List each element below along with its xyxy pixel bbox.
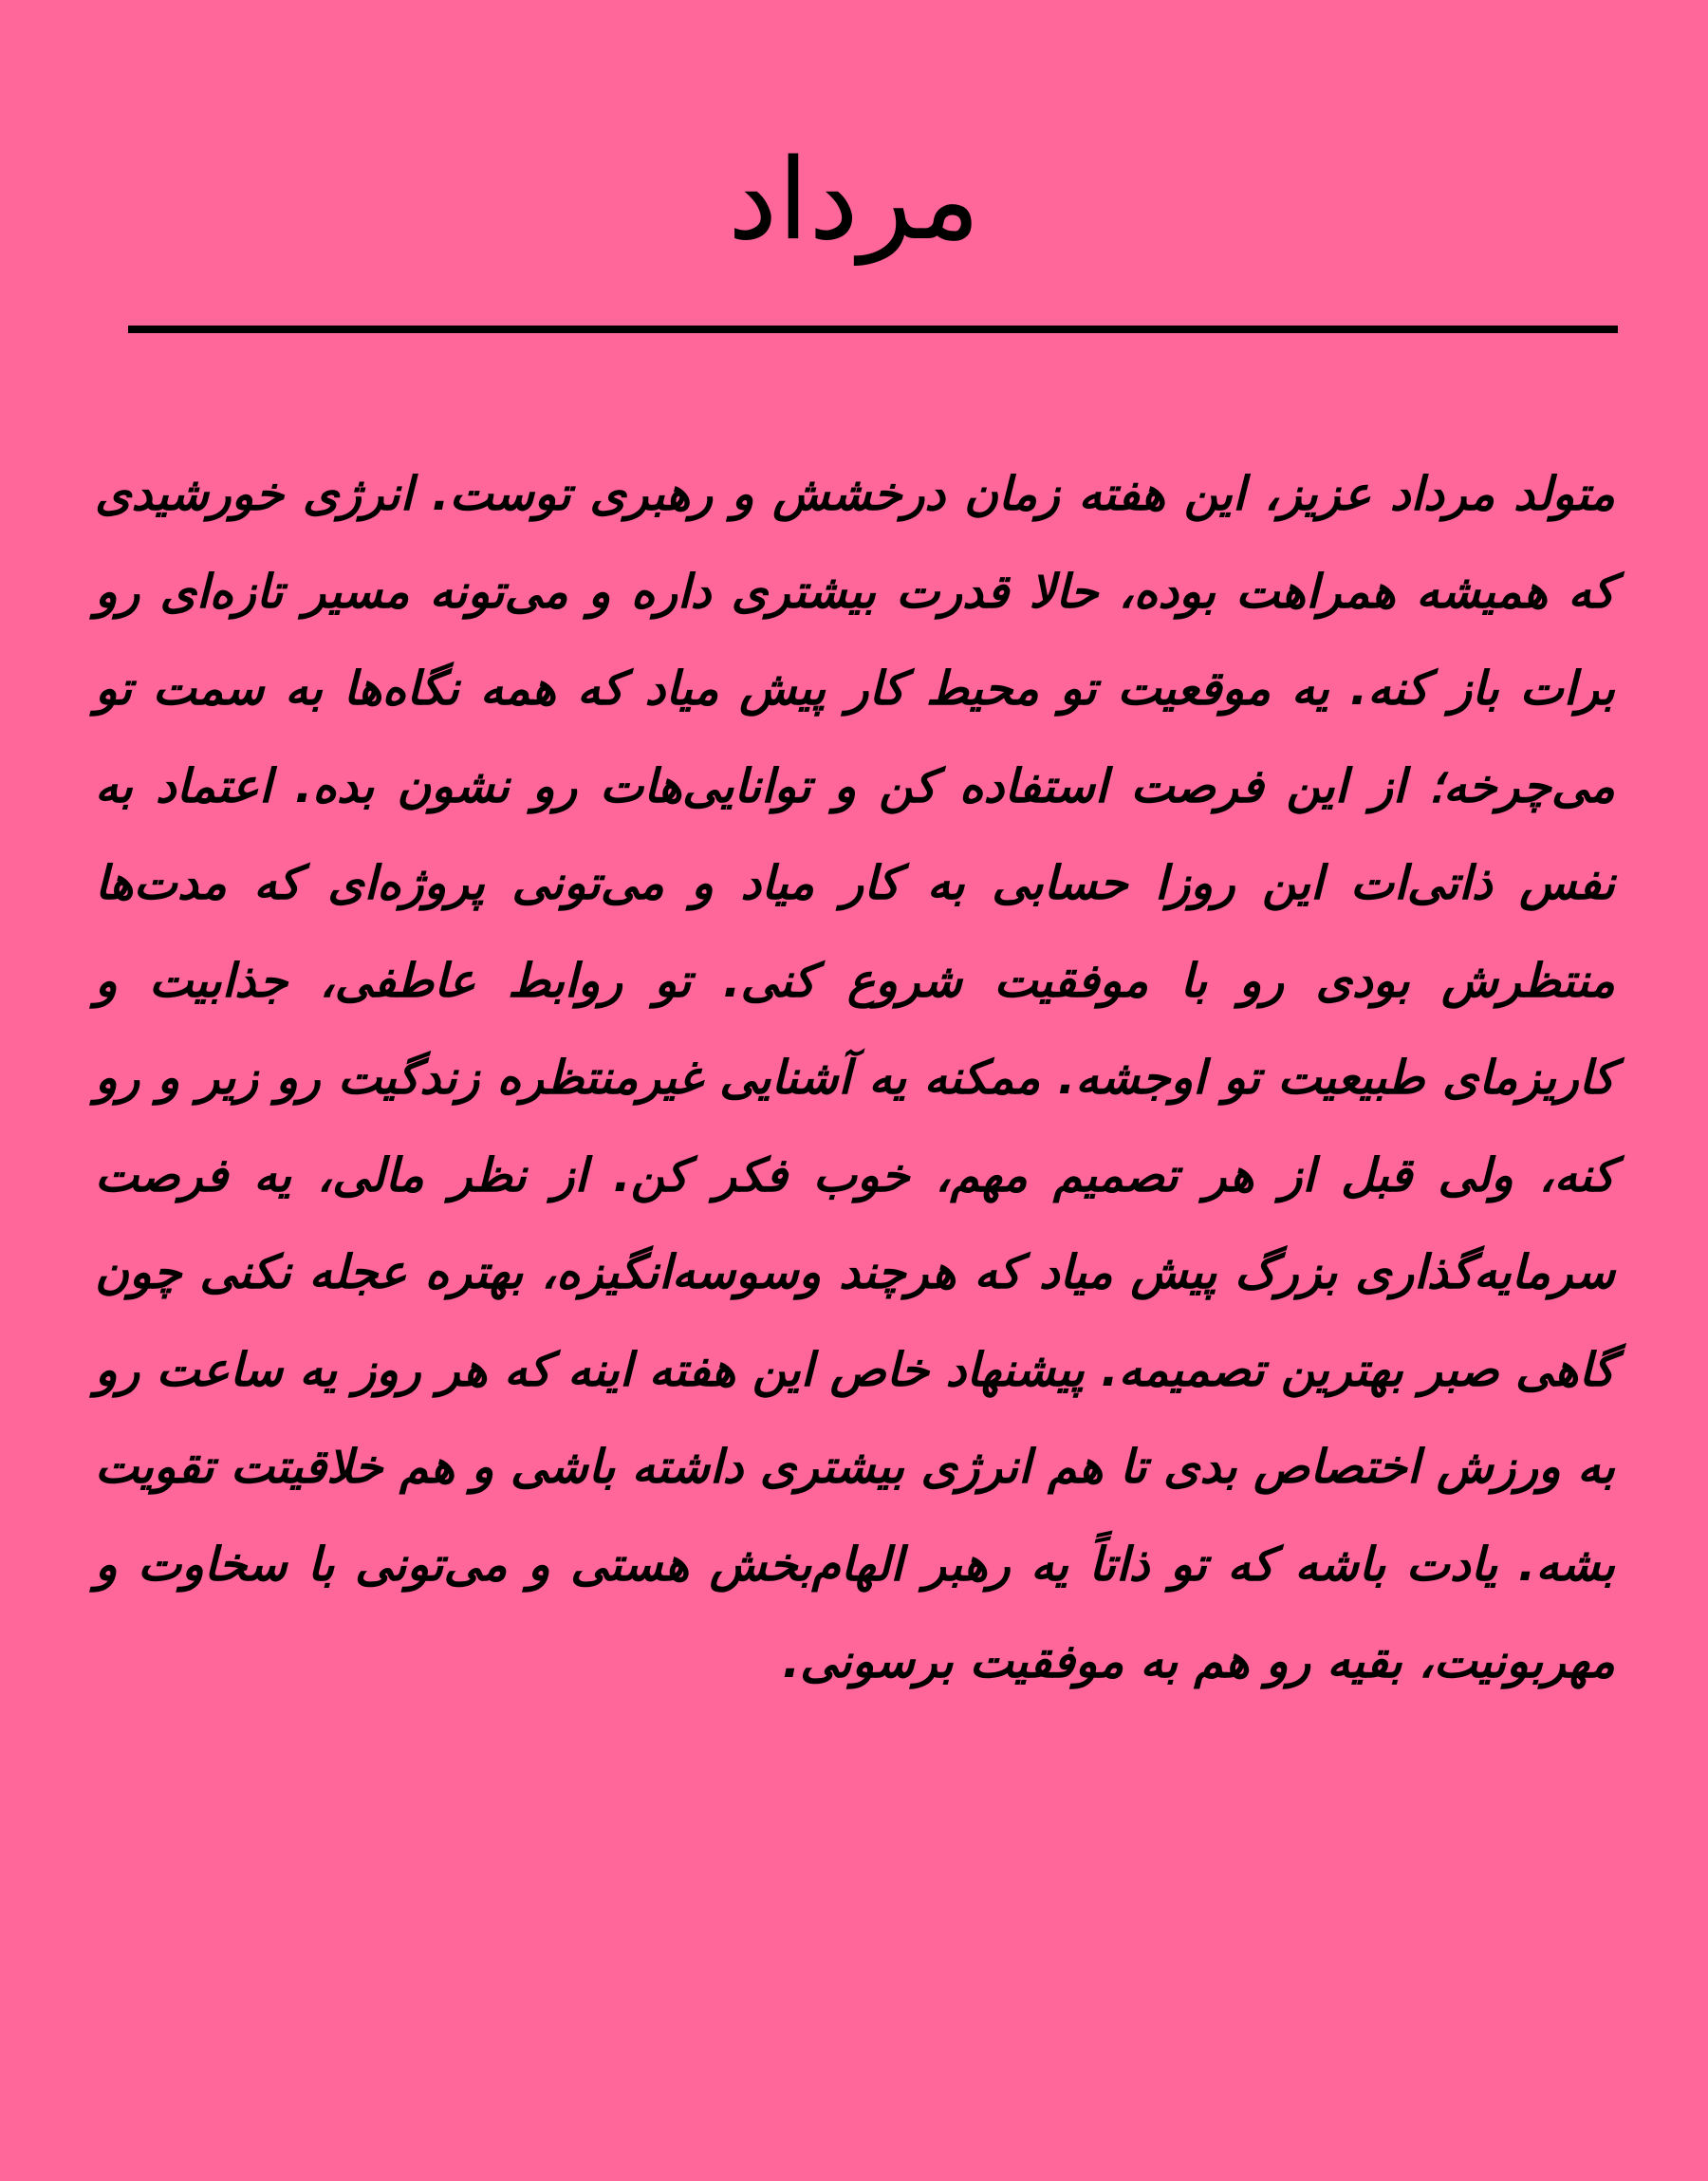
page-title: مرداد	[727, 134, 981, 265]
title-divider	[128, 326, 1618, 333]
horoscope-paragraph: متولد مرداد عزیز، این هفته زمان درخشش و رهبری توست. انرژی خورشیدی که همیشه همراهت بوده، حالا قدرت بیشتری داره و می‌تونه مسیر تازه‌ای رو برات باز کنه. یه موقعیت تو محیط کار پیش میاد که همه نگاه‌ها به سمت تو می‌چرخه؛ از این فرصت استفاده کن و توانایی‌هات رو نشون بده. اعتماد به نفس ذاتی‌ات این روزا حسابی به کار میاد و می‌تونی پروژه‌ای که مدت‌ها منتظرش بودی رو با موفقیت شروع کنی. تو روابط عاطفی، جذابیت و کاریزمای طبیعیت تو اوجشه. ممکنه یه آشنایی غیرمنتظره زندگیت رو زیر و رو کنه، ولی قبل از هر تصمیم مهم، خوب فکر کن. از نظر مالی، یه فرصت سرمایه‌گذاری بزرگ پیش میاد که هرچند وسوسه‌انگیزه، بهتره عجله نکنی چون گاهی صبر بهترین تصمیمه. پیشنهاد خاص این هفته اینه که هر روز یه ساعت رو به ورزش اختصاص بدی تا هم انرژی بیشتری داشته باشی و هم خلاقیتت تقویت بشه. یادت باشه که تو ذاتاً یه رهبر الهام‌بخش هستی و می‌تونی با سخاوت و مهربونیت، بقیه رو هم به موفقیت برسونی.	[95, 467, 1615, 1688]
